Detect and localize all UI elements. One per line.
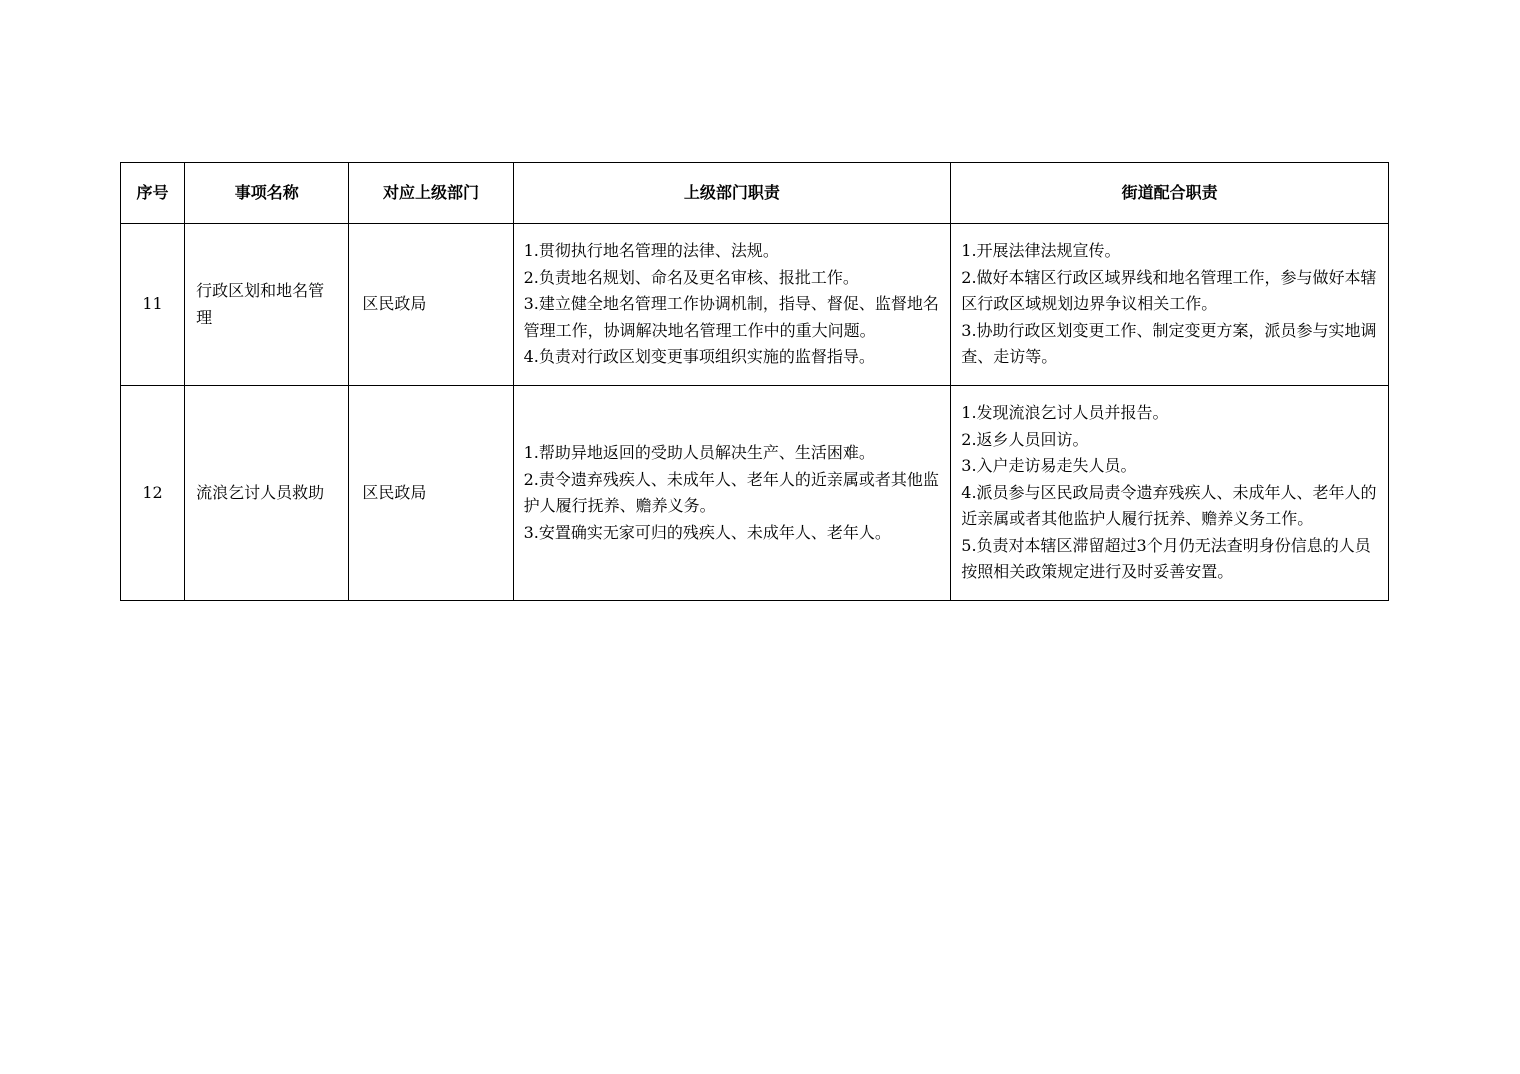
upper-duties [513, 224, 951, 386]
duty-table [120, 162, 1389, 601]
street-duty-item: 3.入户走访易走失人员。 [961, 456, 1137, 476]
table-body [121, 224, 1389, 601]
header-upper-duties: 上级部门职责 [513, 163, 951, 224]
street-duty-item: 2.返乡人员回访。 [961, 429, 1089, 449]
item-name: 流浪乞讨人员救助 [185, 386, 349, 601]
upper-duty-item: 1.帮助异地返回的受助人员解决生产、生活困难。 [523, 443, 875, 462]
street-duty-item: 1.发现流浪乞讨人员并报告。 [961, 403, 1169, 423]
street-duty-item: 4.派员参与区民政局责令遗弃残疾人、未成年人、老年人的近亲属或者其他监护人履行抚养、赡养义务工作。 [961, 482, 1377, 529]
upper-duty-item: 3.建立健全地名管理工作协调机制，指导、督促、监督地名管理工作，协调解决地名管理工作中的重大问题。 [523, 294, 939, 340]
header-item-name: 事项名称 [185, 163, 349, 224]
street-duty-item: 1.开展法律法规宣传。 [961, 241, 1121, 261]
upper-duty-item: 3.安置确实无家可归的残疾人、未成年人、老年人。 [523, 522, 891, 542]
street-duty-item: 3.协助行政区划变更工作、制定变更方案，派员参与实地调查、走访等。 [961, 320, 1377, 367]
street-duties [951, 386, 1389, 601]
table-row [121, 386, 1389, 601]
department: 区民政局 [349, 386, 513, 601]
street-duty-item: 2.做好本辖区行政区域界线和地名管理工作，参与做好本辖区行政区域规划边界争议相关工作。 [961, 267, 1377, 314]
upper-duty-item: 2.责令遗弃残疾人、未成年人、老年人的近亲属或者其他监护人履行抚养、赡养义务。 [523, 469, 939, 515]
row-number: 11 [121, 224, 185, 386]
upper-duty-item: 1.贯彻执行地名管理的法律、法规。 [523, 241, 779, 261]
header-street-duties: 街道配合职责 [951, 163, 1389, 224]
header-row [121, 163, 1389, 224]
header-department: 对应上级部门 [349, 163, 513, 224]
department: 区民政局 [349, 224, 513, 386]
upper-duties [513, 386, 951, 601]
street-duties [951, 224, 1389, 386]
upper-duty-item: 2.负责地名规划、命名及更名审核、报批工作。 [523, 267, 859, 287]
row-number: 12 [121, 386, 185, 601]
table-row [121, 224, 1389, 386]
upper-duty-item: 4.负责对行政区划变更事项组织实施的监督指导。 [523, 347, 875, 367]
item-name: 行政区划和地名管理 [185, 224, 349, 386]
street-duty-item: 5.负责对本辖区滞留超过3个月仍无法查明身份信息的人员按照相关政策规定进行及时妥善安置。 [961, 535, 1371, 582]
table-header [121, 163, 1389, 224]
header-no: 序号 [121, 163, 185, 224]
